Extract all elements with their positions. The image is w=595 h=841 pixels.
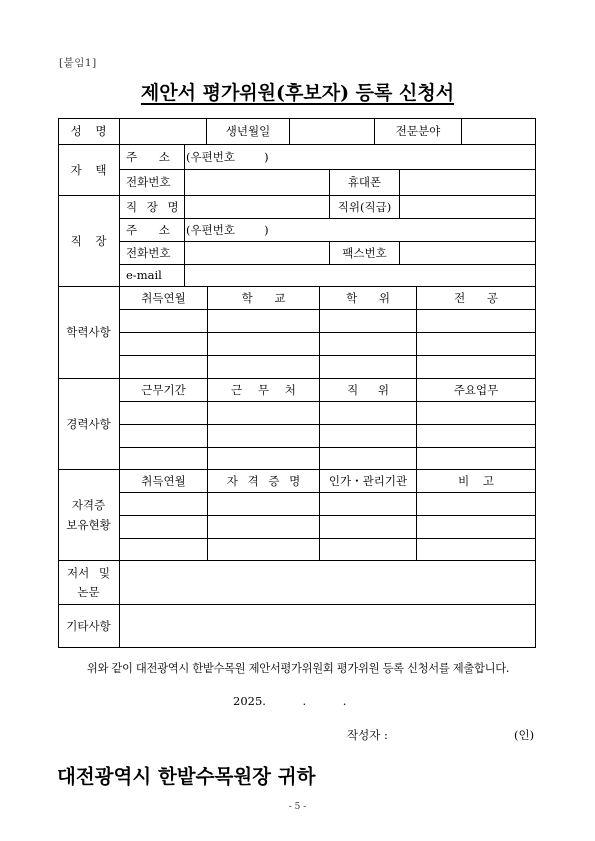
work-address-label: 주 소 (120, 219, 185, 242)
name-field (120, 118, 207, 145)
education-cell (208, 310, 320, 333)
certificates-label-line-2: 보유현황 (66, 517, 111, 532)
certificates-section-label (58, 470, 120, 561)
certificates-cell (208, 539, 320, 561)
career-cell (417, 425, 536, 448)
submission-statement: 위와 같이 대전광역시 한밭수목원 제안서평가위원회 평가위원 등록 신청서를 제출합니다. (86, 662, 510, 675)
attachment-label: [붙임1] (59, 57, 97, 69)
education-header-degree: 학 위 (320, 287, 417, 310)
education-cell (120, 310, 208, 333)
birth-date-field (290, 118, 375, 145)
career-cell (320, 448, 417, 470)
seal-label: (인) (514, 728, 535, 742)
other-field (120, 605, 536, 648)
work-postal-code-text: (우편번호 ) (185, 219, 536, 242)
education-cell (417, 310, 536, 333)
education-cell (320, 356, 417, 379)
work-phone-label: 전화번호 (120, 242, 185, 265)
publications-label-line-2: 논문 (77, 584, 100, 599)
addressee: 대전광역시 한밭수목원장 귀하 (57, 765, 316, 788)
work-phone-field (185, 242, 330, 265)
publications-section-label (58, 561, 120, 605)
email-label: e-mail (120, 265, 185, 287)
author-label: 작성자 : (347, 728, 388, 742)
education-cell (320, 310, 417, 333)
publications-field (120, 561, 536, 605)
education-section-label: 학력사항 (58, 287, 120, 379)
certificates-cell (208, 493, 320, 516)
position-label: 직위(직급) (330, 196, 400, 219)
home-address-label: 주 소 (120, 145, 185, 170)
certificates-header-name: 자 격 증 명 (208, 470, 320, 493)
career-cell (417, 402, 536, 425)
career-section-label: 경력사항 (58, 379, 120, 470)
certificates-cell (320, 493, 417, 516)
certificates-cell (320, 516, 417, 539)
page-title: 제안서 평가위원(후보자) 등록 신청서 (140, 82, 455, 104)
education-header-date: 취득연월 (120, 287, 208, 310)
career-cell (208, 402, 320, 425)
other-section-label: 기타사항 (58, 605, 120, 648)
education-header-school: 학 교 (208, 287, 320, 310)
education-cell (208, 356, 320, 379)
career-cell (120, 402, 208, 425)
career-cell (120, 448, 208, 470)
specialty-label: 전문분야 (375, 118, 462, 145)
submission-date: 2025. . . (233, 694, 347, 708)
mobile-label: 휴대폰 (330, 170, 400, 196)
career-header-duties: 주요업무 (417, 379, 536, 402)
certificates-cell (417, 493, 536, 516)
career-cell (320, 402, 417, 425)
certificates-label-line-1: 자격증 (71, 498, 106, 513)
fax-field (400, 242, 536, 265)
certificates-cell (120, 493, 208, 516)
career-cell (120, 425, 208, 448)
home-section-label: 자 택 (58, 145, 120, 196)
education-cell (417, 356, 536, 379)
home-phone-field (185, 170, 330, 196)
career-cell (208, 425, 320, 448)
certificates-header-date: 취득연월 (120, 470, 208, 493)
email-field (185, 265, 536, 287)
education-cell (320, 333, 417, 356)
career-header-position: 직 위 (320, 379, 417, 402)
workplace-label: 직 장 명 (120, 196, 185, 219)
name-label: 성 명 (58, 118, 120, 145)
education-cell (120, 356, 208, 379)
education-cell (208, 333, 320, 356)
certificates-cell (120, 539, 208, 561)
mobile-field (400, 170, 536, 196)
certificates-cell (320, 539, 417, 561)
certificates-cell (208, 516, 320, 539)
certificates-cell (417, 516, 536, 539)
career-cell (208, 448, 320, 470)
career-header-period: 근무기간 (120, 379, 208, 402)
certificates-header-remarks: 비 고 (417, 470, 536, 493)
certificates-cell (417, 539, 536, 561)
career-cell (417, 448, 536, 470)
education-cell (417, 333, 536, 356)
work-section-label: 직 장 (58, 196, 120, 287)
fax-label: 팩스번호 (330, 242, 400, 265)
education-header-major: 전 공 (417, 287, 536, 310)
workplace-field (185, 196, 330, 219)
page-number: - 5 - (288, 802, 307, 812)
certificates-cell (120, 516, 208, 539)
career-header-employer: 근 무 처 (208, 379, 320, 402)
position-field (400, 196, 536, 219)
publications-label-line-1: 저서 및 (67, 566, 110, 581)
specialty-field (462, 118, 536, 145)
birth-date-label: 생년월일 (207, 118, 290, 145)
home-phone-label: 전화번호 (120, 170, 185, 196)
registration-form-table (58, 118, 536, 648)
certificates-header-issuer: 인가・관리기관 (320, 470, 417, 493)
education-cell (120, 333, 208, 356)
career-cell (320, 425, 417, 448)
home-postal-code-text: (우편번호 ) (185, 145, 536, 170)
